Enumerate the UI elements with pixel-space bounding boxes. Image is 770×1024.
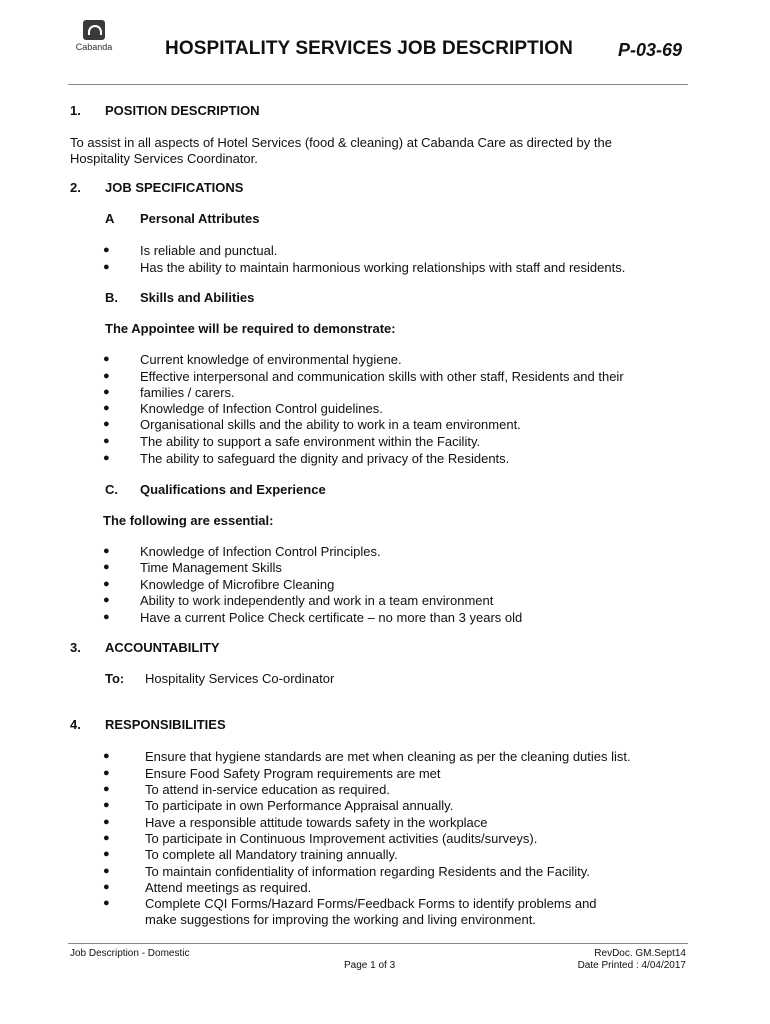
footer-page-number: Page 1 of 3 [344, 960, 396, 971]
list-item: Ensure Food Safety Program requirements are met [145, 766, 441, 781]
bullet-icon: ● [103, 816, 110, 828]
list-item: Complete CQI Forms/Hazard Forms/Feedback Forms to identify problems and [145, 896, 597, 911]
subsection-c-letter: C. [105, 482, 118, 497]
list-item: Knowledge of Infection Control Principles. [140, 544, 381, 559]
section-1-paragraph-line: Hospitality Services Coordinator. [70, 151, 258, 166]
list-item: Organisational skills and the ability to work in a team environment. [140, 417, 521, 432]
section-1-number: 1. [70, 103, 81, 118]
bullet-icon: ● [103, 594, 110, 606]
list-item: Time Management Skills [140, 560, 282, 575]
bullet-icon: ● [103, 832, 110, 844]
section-1-heading: POSITION DESCRIPTION [105, 103, 260, 118]
bullet-icon: ● [103, 881, 110, 893]
section-2-number: 2. [70, 180, 81, 195]
document-code: P-03-69 [618, 40, 683, 60]
bullet-icon: ● [103, 750, 110, 762]
footer-date-printed: Date Printed : 4/04/2017 [577, 960, 686, 971]
list-item: Ensure that hygiene standards are met when cleaning as per the cleaning duties list. [145, 749, 631, 764]
bullet-icon: ● [103, 578, 110, 590]
subsection-b-letter: B. [105, 290, 118, 305]
bullet-icon: ● [103, 386, 110, 398]
list-item: Attend meetings as required. [145, 880, 312, 895]
bullet-icon: ● [103, 848, 110, 860]
footer-revision: RevDoc. GM.Sept14 [594, 948, 686, 959]
accountability-to-label: To: [105, 671, 125, 686]
list-item: Have a responsible attitude towards safety in the workplace [145, 815, 488, 830]
document-title: HOSPITALITY SERVICES JOB DESCRIPTION [165, 38, 573, 59]
subsection-b-heading: Skills and Abilities [140, 290, 255, 305]
subsection-a-letter: A [105, 211, 115, 226]
bullet-icon: ● [103, 561, 110, 573]
list-item: The ability to support a safe environment within the Facility. [140, 434, 481, 449]
bullet-icon: ● [103, 545, 110, 557]
bullet-icon: ● [103, 244, 110, 256]
list-item: Current knowledge of environmental hygiene. [140, 352, 402, 367]
subsection-c-intro: The following are essential: [103, 513, 274, 528]
bullet-icon: ● [103, 611, 110, 623]
list-item: To maintain confidentiality of information regarding Residents and the Facility. [145, 864, 590, 879]
cabanda-logo [68, 20, 120, 60]
bullet-icon: ● [103, 783, 110, 795]
bullet-icon: ● [103, 865, 110, 877]
section-4-heading: RESPONSIBILITIES [105, 717, 226, 732]
bullet-icon: ● [103, 799, 110, 811]
footer-divider [68, 943, 688, 944]
list-item: Ability to work independently and work in a team environment [140, 593, 494, 608]
bullet-icon: ● [103, 402, 110, 414]
bullet-icon: ● [103, 435, 110, 447]
list-item: To participate in own Performance Appraisal annually. [145, 798, 454, 813]
bullet-icon: ● [103, 897, 110, 909]
list-item: Effective interpersonal and communication skills with other staff, Residents and their [140, 369, 624, 384]
bullet-icon: ● [103, 353, 110, 365]
list-item: To participate in Continuous Improvement activities (audits/surveys). [145, 831, 538, 846]
list-item: Is reliable and punctual. [140, 243, 278, 258]
bullet-icon: ● [103, 261, 110, 273]
section-4-number: 4. [70, 717, 81, 732]
logo-text: Cabanda [75, 42, 113, 52]
subsection-c-heading: Qualifications and Experience [140, 482, 326, 497]
section-3-heading: ACCOUNTABILITY [105, 640, 220, 655]
section-2-heading: JOB SPECIFICATIONS [105, 180, 244, 195]
accountability-to-value: Hospitality Services Co-ordinator [145, 671, 335, 686]
list-item: Knowledge of Microfibre Cleaning [140, 577, 335, 592]
list-item: Have a current Police Check certificate – no more than 3 years old [140, 610, 523, 625]
section-1-paragraph-line: To assist in all aspects of Hotel Services (food & cleaning) at Cabanda Care as directed by the [70, 135, 612, 150]
list-item: Has the ability to maintain harmonious working relationships with staff and residents. [140, 260, 626, 275]
list-item-continuation: make suggestions for improving the working and living environment. [145, 912, 536, 927]
footer-document-name: Job Description - Domestic [70, 948, 190, 959]
subsection-b-intro: The Appointee will be required to demonstrate: [105, 321, 396, 336]
list-item: Knowledge of Infection Control guidelines. [140, 401, 383, 416]
bullet-icon: ● [103, 767, 110, 779]
list-item: To attend in-service education as required. [145, 782, 390, 797]
list-item: The ability to safeguard the dignity and privacy of the Residents. [140, 451, 510, 466]
section-3-number: 3. [70, 640, 81, 655]
list-item: families / carers. [140, 385, 235, 400]
bullet-icon: ● [103, 370, 110, 382]
logo-mark-icon [83, 20, 105, 40]
list-item: To complete all Mandatory training annually. [145, 847, 398, 862]
bullet-icon: ● [103, 452, 110, 464]
bullet-icon: ● [103, 418, 110, 430]
header-divider [68, 84, 688, 85]
subsection-a-heading: Personal Attributes [140, 211, 260, 226]
